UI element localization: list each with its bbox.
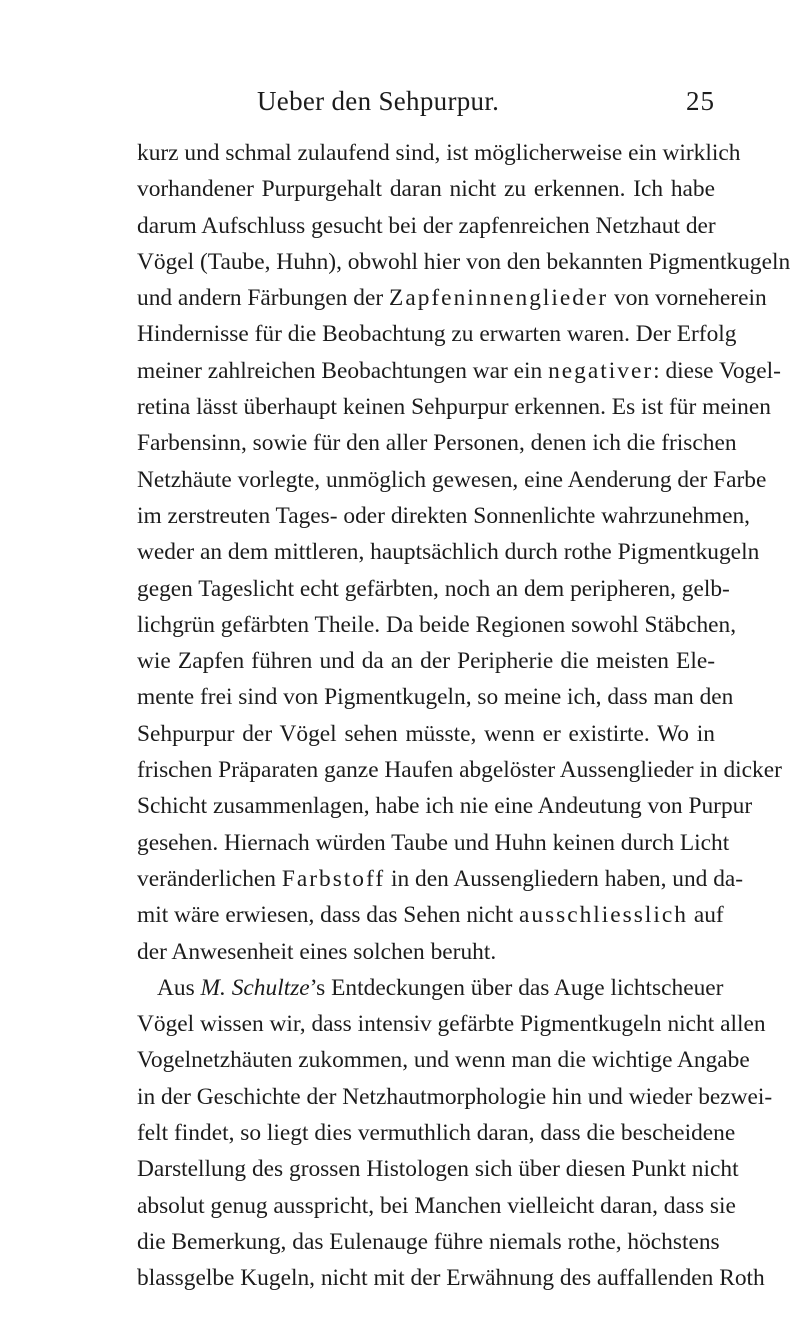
text-line: Vögel wissen wir, dass intensiv gefärbte Pigmentkugeln nicht allen — [137, 1011, 766, 1038]
text-line: blassgelbe Kugeln, nicht mit der Erwähnung des auffallenden Roth — [137, 1265, 765, 1292]
text-line: Schicht zusammenlagen, habe ich nie eine Andeutung von Purpur — [137, 793, 753, 820]
emphasized-term: ausschliesslich — [518, 902, 688, 929]
text-line: die Bemerkung, das Eulenauge führe niemals rothe, höchstens — [137, 1228, 720, 1255]
text-line: veränderlichen Farbstoff in den Aussengliedern haben, und da- — [137, 865, 744, 892]
text-line: wie Zapfen führen und da an der Peripherie die meisten Ele- — [137, 648, 715, 675]
text-line: gesehen. Hiernach würden Taube und Huhn keinen durch Licht — [137, 829, 730, 856]
text-line: retina lässt überhaupt keinen Sehpurpur erkennen. Es ist für meinen — [137, 394, 771, 421]
text-line: frischen Präparaten ganze Haufen abgelöster Aussenglieder in dicker — [137, 757, 782, 784]
page-number: 25 — [686, 86, 715, 116]
text-line: in der Geschichte der Netzhautmorphologie hin und wieder bezwei- — [137, 1083, 773, 1110]
text-line: und andern Färbungen der Zapfeninnenglieder von vorneherein — [137, 285, 767, 312]
text-line: meiner zahlreichen Beobachtungen war ein negativer: diese Vogel- — [137, 357, 781, 384]
text-line: darum Aufschluss gesucht bei der zapfenreichen Netzhaut der — [137, 212, 716, 239]
page-header — [137, 86, 715, 118]
text-line: Darstellung des grossen Histologen sich über diesen Punkt nicht — [137, 1156, 739, 1183]
text-line: kurz und schmal zulaufend sind, ist möglicherweise ein wirklich — [137, 140, 741, 166]
text-line: weder an dem mittleren, hauptsächlich durch rothe Pigmentkugeln — [137, 539, 760, 566]
text-line: der Anwesenheit eines solchen beruht. — [137, 938, 497, 965]
text-line: vorhandener Purpurgehalt daran nicht zu erkennen. Ich habe — [137, 176, 715, 203]
text-line: absolut genug ausspricht, bei Manchen vielleicht daran, dass sie — [137, 1192, 736, 1219]
author-name: M. Schultze — [200, 974, 310, 1001]
body-text — [137, 135, 791, 1297]
text-line: mit wäre erwiesen, dass das Sehen nicht ausschliesslich auf — [137, 902, 724, 929]
running-title: Ueber den Sehpurpur. — [257, 86, 500, 116]
text-line: Aus M. Schultze’s Entdeckungen über das Auge lichtscheuer — [157, 974, 724, 1001]
text-line: felt findet, so liegt dies vermuthlich daran, dass die bescheidene — [137, 1120, 736, 1147]
text-line: lichgrün gefärbten Theile. Da beide Regionen sowohl Stäbchen, — [137, 611, 737, 638]
emphasized-term: negativer — [548, 357, 654, 384]
text-line: gegen Tageslicht echt gefärbten, noch an dem peripheren, gelb- — [137, 575, 730, 602]
text-line: Netzhäute vorlegte, unmöglich gewesen, eine Aenderung der Farbe — [137, 466, 767, 493]
text-line: mente frei sind von Pigmentkugeln, so meine ich, dass man den — [137, 684, 734, 711]
text-line: Vögel (Taube, Huhn), obwohl hier von den bekannten Pigmentkugeln — [137, 248, 791, 275]
text-line: Sehpurpur der Vögel sehen müsste, wenn er existirte. Wo in — [137, 720, 715, 747]
emphasized-term: Zapfeninnenglieder — [389, 285, 609, 312]
text-line: Vogelnetzhäuten zukommen, und wenn man die wichtige Angabe — [137, 1047, 750, 1074]
text-line: Hindernisse für die Beobachtung zu erwarten waren. Der Erfolg — [137, 321, 737, 348]
emphasized-term: Farbstoff — [281, 865, 386, 892]
text-line: Farbensinn, sowie für den aller Personen, denen ich die frischen — [137, 430, 737, 457]
text-line: im zerstreuten Tages- oder direkten Sonnenlichte wahrzunehmen, — [137, 502, 751, 529]
